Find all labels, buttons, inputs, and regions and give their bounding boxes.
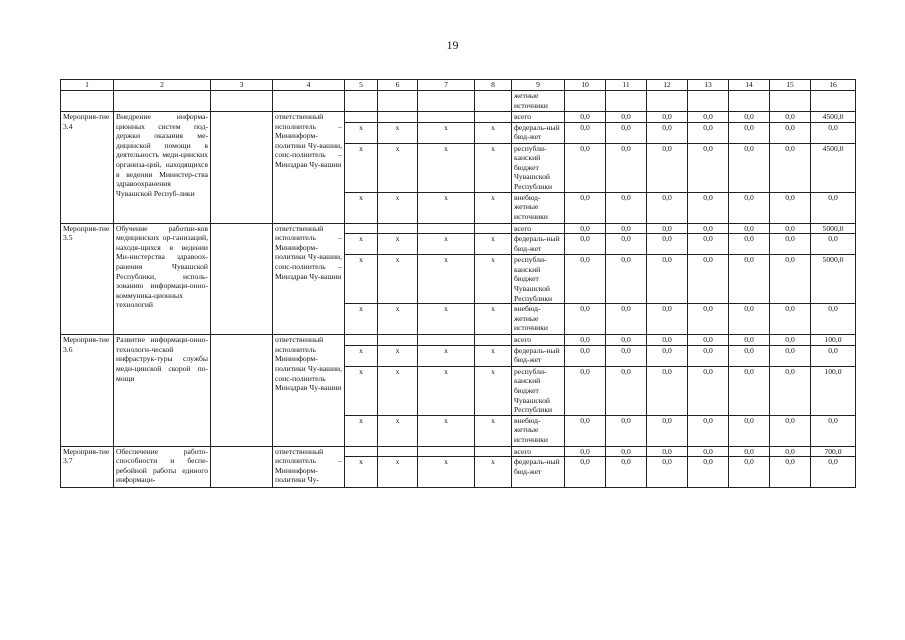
mark-cell: х	[345, 192, 378, 223]
value-cell: 0,0	[647, 234, 688, 255]
table-row	[61, 223, 856, 234]
value-cell: 0,0	[565, 223, 606, 234]
mark-cell: х	[475, 304, 512, 335]
empty-cell	[729, 91, 770, 112]
mark-cell: х	[378, 192, 418, 223]
mark-cell: х	[418, 122, 475, 143]
value-cell: 0,0	[565, 335, 606, 346]
mark-cell: х	[378, 143, 418, 192]
empty-cell	[211, 446, 273, 488]
column-header: 7	[418, 80, 475, 91]
empty-cell	[378, 446, 418, 457]
column-header: 6	[378, 80, 418, 91]
value-cell: 4500,0	[811, 112, 856, 123]
value-cell: 0,0	[770, 192, 811, 223]
value-cell: 0,0	[770, 366, 811, 415]
value-cell: 0,0	[770, 234, 811, 255]
value-cell: 0,0	[606, 192, 647, 223]
value-cell: 0,0	[688, 192, 729, 223]
value-cell: 0,0	[770, 345, 811, 366]
responsible-executor: ответственный исполнитель Мининформ-политики Чу-вашии, соис-полнитель Минздрав Чу-вашии	[273, 335, 345, 447]
empty-cell	[647, 91, 688, 112]
source-cell: внебюд-жетные источники	[512, 192, 565, 223]
value-cell: 0,0	[688, 112, 729, 123]
value-cell: 0,0	[770, 255, 811, 304]
empty-cell	[475, 112, 512, 123]
value-cell: 0,0	[647, 446, 688, 457]
source-cell: всего	[512, 112, 565, 123]
empty-cell	[211, 112, 273, 224]
value-cell: 0,0	[688, 255, 729, 304]
column-header: 11	[606, 80, 647, 91]
empty-cell	[688, 91, 729, 112]
mark-cell: х	[418, 255, 475, 304]
mark-cell: х	[475, 415, 512, 446]
mark-cell: х	[378, 304, 418, 335]
value-cell: 0,0	[811, 122, 856, 143]
value-cell: 0,0	[770, 415, 811, 446]
source-cell: федераль-ный бюд-жет	[512, 345, 565, 366]
value-cell: 0,0	[729, 192, 770, 223]
activity-code: Мероприя-тие 3.5	[61, 223, 114, 335]
mark-cell: х	[475, 143, 512, 192]
mark-cell: х	[345, 366, 378, 415]
mark-cell: х	[345, 122, 378, 143]
mark-cell: х	[475, 345, 512, 366]
value-cell: 0,0	[770, 457, 811, 488]
value-cell: 0,0	[770, 223, 811, 234]
mark-cell: х	[345, 304, 378, 335]
value-cell: 0,0	[729, 457, 770, 488]
value-cell: 0,0	[565, 143, 606, 192]
budget-table	[60, 79, 856, 488]
value-cell: 0,0	[729, 223, 770, 234]
column-header: 10	[565, 80, 606, 91]
column-header: 1	[61, 80, 114, 91]
value-cell: 0,0	[688, 457, 729, 488]
empty-cell	[345, 335, 378, 346]
mark-cell: х	[418, 457, 475, 488]
mark-cell: х	[418, 345, 475, 366]
value-cell: 0,0	[770, 143, 811, 192]
mark-cell: х	[378, 457, 418, 488]
mark-cell: х	[475, 122, 512, 143]
mark-cell: х	[378, 415, 418, 446]
mark-cell: х	[418, 366, 475, 415]
value-cell: 0,0	[688, 366, 729, 415]
empty-cell	[345, 223, 378, 234]
mark-cell: х	[345, 143, 378, 192]
value-cell: 0,0	[770, 335, 811, 346]
activity-name: Обучение работни-ков медицинских ор-ганизаций, находя-щихся в ведении Ми-нистерства здравоох-ранения Чувашской Республики, исполь-зованию информаци-онно-коммуника-ционных технологий	[114, 223, 211, 335]
value-cell: 0,0	[606, 234, 647, 255]
value-cell: 5000,0	[811, 223, 856, 234]
responsible-executor: ответственный исполнитель – Мининформ-политики Чу-	[273, 446, 345, 488]
mark-cell: х	[378, 122, 418, 143]
empty-cell	[61, 91, 114, 112]
value-cell: 0,0	[606, 223, 647, 234]
value-cell: 0,0	[565, 112, 606, 123]
column-header: 9	[512, 80, 565, 91]
empty-cell	[770, 91, 811, 112]
empty-cell	[418, 335, 475, 346]
value-cell: 0,0	[565, 304, 606, 335]
responsible-executor: ответственный исполнитель – Мининформ-политики Чу-вашии, соис-полнитель – Минздрав Чу-вашии	[273, 112, 345, 224]
activity-code: Мероприя-тие 3.7	[61, 446, 114, 488]
value-cell: 0,0	[688, 234, 729, 255]
empty-cell	[606, 91, 647, 112]
table-row	[61, 446, 856, 457]
activity-name: Развитие информаци-онно-технологи-ческой инфраструк-туры службы меди-цинской скорой по-мощи	[114, 335, 211, 447]
value-cell: 0,0	[729, 122, 770, 143]
column-header: 2	[114, 80, 211, 91]
empty-cell	[475, 223, 512, 234]
column-header: 4	[273, 80, 345, 91]
mark-cell: х	[418, 192, 475, 223]
value-cell: 0,0	[729, 143, 770, 192]
activity-code: Мероприя-тие 3.4	[61, 112, 114, 224]
empty-cell	[273, 91, 345, 112]
value-cell: 0,0	[688, 122, 729, 143]
value-cell: 0,0	[565, 255, 606, 304]
value-cell: 0,0	[811, 234, 856, 255]
mark-cell: х	[418, 143, 475, 192]
value-cell: 0,0	[770, 112, 811, 123]
table-row	[61, 335, 856, 346]
value-cell: 0,0	[647, 192, 688, 223]
value-cell: 4500,0	[811, 143, 856, 192]
empty-cell	[475, 335, 512, 346]
column-header: 12	[647, 80, 688, 91]
empty-cell	[114, 91, 211, 112]
value-cell: 0,0	[811, 415, 856, 446]
mark-cell: х	[475, 192, 512, 223]
value-cell: 0,0	[647, 122, 688, 143]
mark-cell: х	[475, 366, 512, 415]
value-cell: 0,0	[729, 255, 770, 304]
mark-cell: х	[378, 366, 418, 415]
value-cell: 0,0	[688, 345, 729, 366]
empty-cell	[418, 112, 475, 123]
value-cell: 0,0	[647, 366, 688, 415]
value-cell: 0,0	[688, 143, 729, 192]
mark-cell: х	[345, 345, 378, 366]
value-cell: 0,0	[565, 457, 606, 488]
mark-cell: х	[345, 457, 378, 488]
empty-cell	[345, 446, 378, 457]
value-cell: 0,0	[647, 415, 688, 446]
value-cell: 0,0	[688, 223, 729, 234]
table-row	[61, 112, 856, 123]
value-cell: 0,0	[647, 345, 688, 366]
value-cell: 0,0	[729, 304, 770, 335]
value-cell: 0,0	[811, 345, 856, 366]
value-cell: 0,0	[565, 366, 606, 415]
value-cell: 0,0	[729, 366, 770, 415]
source-cell: республи-канский бюджет Чувашской Республики	[512, 255, 565, 304]
mark-cell: х	[418, 415, 475, 446]
table-header	[61, 80, 856, 91]
column-header: 5	[345, 80, 378, 91]
value-cell: 0,0	[606, 143, 647, 192]
empty-cell	[475, 91, 512, 112]
activity-code: Мероприя-тие 3.6	[61, 335, 114, 447]
value-cell: 0,0	[606, 457, 647, 488]
empty-cell	[345, 91, 378, 112]
value-cell: 100,0	[811, 366, 856, 415]
empty-cell	[811, 91, 856, 112]
mark-cell: х	[475, 255, 512, 304]
empty-cell	[565, 91, 606, 112]
value-cell: 0,0	[565, 446, 606, 457]
value-cell: 0,0	[647, 255, 688, 304]
value-cell: 700,0	[811, 446, 856, 457]
source-cell: внебюд-жетные источники	[512, 415, 565, 446]
value-cell: 0,0	[647, 112, 688, 123]
source-cell: всего	[512, 335, 565, 346]
value-cell: 100,0	[811, 335, 856, 346]
value-cell: 0,0	[688, 335, 729, 346]
mark-cell: х	[345, 415, 378, 446]
mark-cell: х	[475, 234, 512, 255]
value-cell: 0,0	[565, 192, 606, 223]
value-cell: 0,0	[770, 304, 811, 335]
value-cell: 0,0	[811, 192, 856, 223]
activity-name: Обеспечение работо-способности и беспе-ребойной работы единого информаци-	[114, 446, 211, 488]
value-cell: 0,0	[565, 234, 606, 255]
column-header: 3	[211, 80, 273, 91]
value-cell: 0,0	[606, 112, 647, 123]
value-cell: 0,0	[606, 304, 647, 335]
value-cell: 0,0	[606, 255, 647, 304]
empty-cell	[378, 112, 418, 123]
source-cell: федераль-ный бюд-жет	[512, 234, 565, 255]
value-cell: 0,0	[729, 112, 770, 123]
value-cell: 0,0	[565, 415, 606, 446]
value-cell: 5000,0	[811, 255, 856, 304]
mark-cell: х	[475, 457, 512, 488]
value-cell: 0,0	[565, 122, 606, 143]
source-cell: жетные источники	[512, 91, 565, 112]
value-cell: 0,0	[729, 335, 770, 346]
value-cell: 0,0	[647, 223, 688, 234]
empty-cell	[418, 223, 475, 234]
value-cell: 0,0	[606, 415, 647, 446]
empty-cell	[211, 91, 273, 112]
empty-cell	[418, 446, 475, 457]
column-header: 13	[688, 80, 729, 91]
value-cell: 0,0	[729, 415, 770, 446]
mark-cell: х	[345, 255, 378, 304]
source-cell: федераль-ный бюд-жет	[512, 457, 565, 488]
source-cell: всего	[512, 223, 565, 234]
empty-cell	[345, 112, 378, 123]
mark-cell: х	[345, 234, 378, 255]
empty-cell	[378, 335, 418, 346]
source-cell: республи-канский бюджет Чувашской Республики	[512, 366, 565, 415]
value-cell: 0,0	[647, 304, 688, 335]
empty-cell	[475, 446, 512, 457]
column-header: 14	[729, 80, 770, 91]
value-cell: 0,0	[606, 446, 647, 457]
value-cell: 0,0	[606, 366, 647, 415]
responsible-executor: ответственный исполнитель – Мининформ-политики Чу-вашии, соис-полнитель – Минздрав Чу-вашии	[273, 223, 345, 335]
empty-cell	[378, 223, 418, 234]
value-cell: 0,0	[647, 143, 688, 192]
table-row	[61, 91, 856, 112]
source-cell: федераль-ный бюд-жет	[512, 122, 565, 143]
value-cell: 0,0	[770, 122, 811, 143]
mark-cell: х	[418, 234, 475, 255]
page-number: 19	[446, 38, 459, 52]
value-cell: 0,0	[647, 335, 688, 346]
value-cell: 0,0	[811, 457, 856, 488]
empty-cell	[211, 223, 273, 335]
value-cell: 0,0	[688, 415, 729, 446]
value-cell: 0,0	[565, 345, 606, 366]
mark-cell: х	[418, 304, 475, 335]
value-cell: 0,0	[606, 335, 647, 346]
table-body	[61, 91, 856, 488]
value-cell: 0,0	[688, 446, 729, 457]
value-cell: 0,0	[811, 304, 856, 335]
activity-name: Внедрение информа-ционных систем под-держки оказания ме-дицинской помощи в деятельность меди-цинских организа-ций, находящихся в ведении Министер-ства здравоохранения Чувашской Респуб-лики	[114, 112, 211, 224]
source-cell: всего	[512, 446, 565, 457]
value-cell: 0,0	[606, 122, 647, 143]
column-header: 8	[475, 80, 512, 91]
column-header: 16	[811, 80, 856, 91]
source-cell: республи-канский бюджет Чувашской Республики	[512, 143, 565, 192]
column-header: 15	[770, 80, 811, 91]
empty-cell	[378, 91, 418, 112]
value-cell: 0,0	[729, 446, 770, 457]
value-cell: 0,0	[729, 234, 770, 255]
value-cell: 0,0	[606, 345, 647, 366]
mark-cell: х	[378, 345, 418, 366]
mark-cell: х	[378, 234, 418, 255]
value-cell: 0,0	[729, 345, 770, 366]
value-cell: 0,0	[688, 304, 729, 335]
mark-cell: х	[378, 255, 418, 304]
empty-cell	[211, 335, 273, 447]
empty-cell	[418, 91, 475, 112]
value-cell: 0,0	[647, 457, 688, 488]
value-cell: 0,0	[770, 446, 811, 457]
source-cell: внебюд-жетные источники	[512, 304, 565, 335]
